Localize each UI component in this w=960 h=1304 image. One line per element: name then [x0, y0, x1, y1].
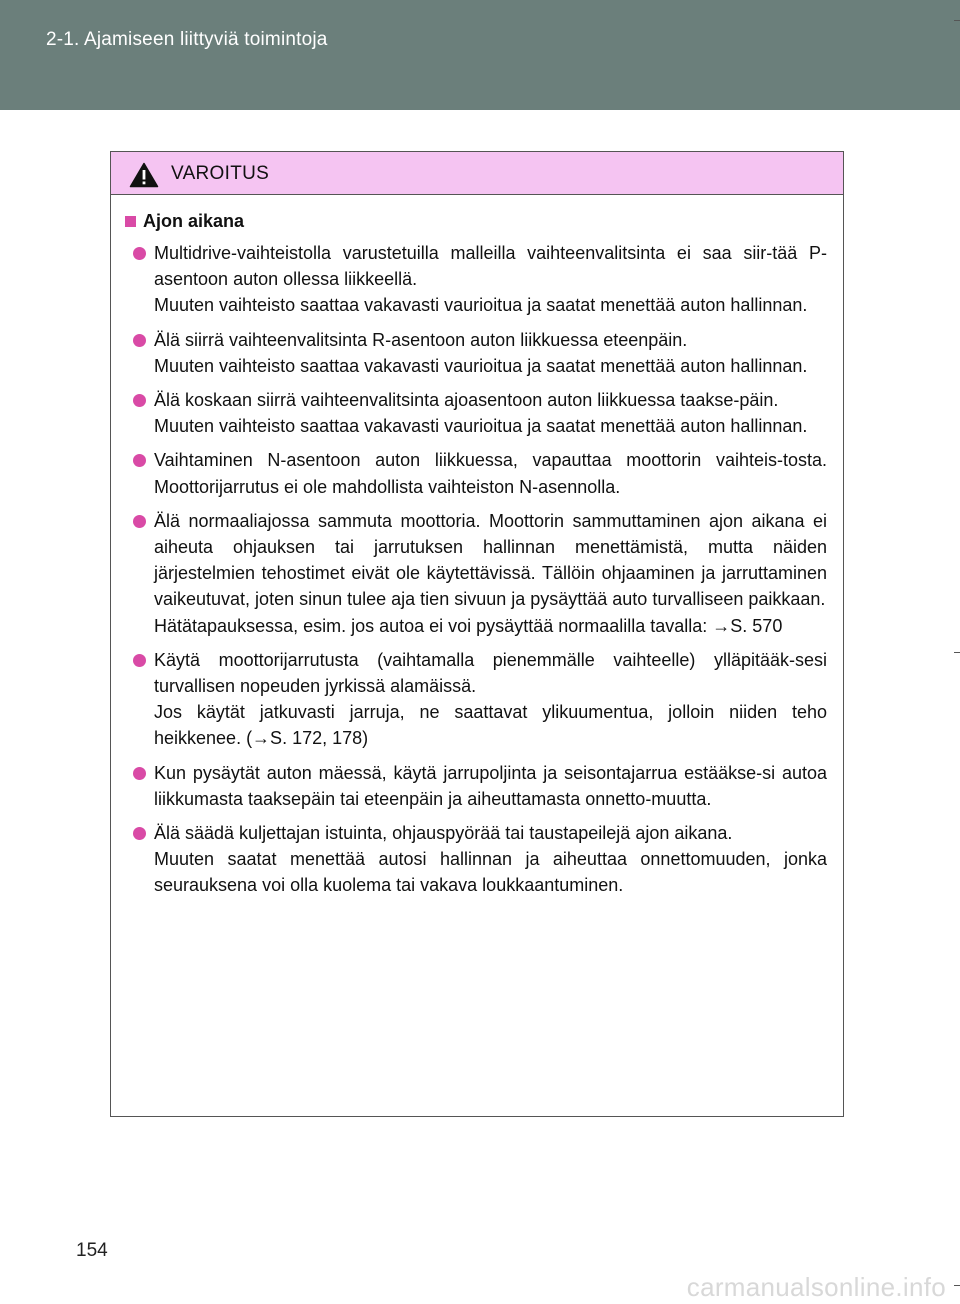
item-paragraph: Käytä moottorijarrutusta (vaihtamalla pienemmälle vaihteelle) ylläpitääk-sesi turvallisen nopeuden jyrkissä alamäissä.	[154, 649, 827, 697]
item-paragraph: Multidrive-vaihteistolla varustetuilla malleilla vaihteenvalitsinta ei saa siir-tää P-asentoon auton ollessa liikkeellä.	[154, 243, 827, 290]
round-bullet-icon	[133, 767, 146, 780]
crop-mark	[954, 652, 960, 653]
item-paragraph: Älä normaaliajossa sammuta moottoria. Moottorin sammuttaminen ajon aikana ei aiheuta ohjauksen tai jarrutuksen hallinnan menettämistä, mutta näiden järjestelmien tehostimet eivät ole käytettävissä. Tällöin ohjaaminen ja jarruttaminen vaikeutuvat, joten sinun tulee aja tien sivuun ja pysäyttää auto turvalliseen paikkaan.	[154, 510, 827, 610]
warning-triangle-icon	[129, 162, 159, 188]
section-title: 2-1. Ajamiseen liittyviä toimintoja	[46, 29, 328, 50]
section-heading	[125, 208, 843, 234]
item-paragraph: Älä siirrä vaihteenvalitsinta R-asentoon auton liikkuessa eteenpäin.	[154, 329, 688, 350]
warning-header	[111, 152, 843, 195]
crop-mark	[954, 1285, 960, 1286]
list-item	[133, 647, 827, 752]
item-paragraph: Muuten vaihteisto saattaa vakavasti vaurioitua ja saatat menettää auton hallinnan.	[154, 295, 808, 316]
item-paragraph: Jos käytät jatkuvasti jarruja, ne saattavat ylikuumentua, jolloin niiden teho heikkenee. (→S. 172, 178)	[154, 702, 827, 749]
list-item	[133, 387, 827, 439]
list-item	[133, 447, 827, 499]
crop-mark	[954, 20, 960, 21]
item-paragraph: Muuten saatat menettää autosi hallinnan ja aiheuttaa onnettomuuden, jonka seurauksena voi olla kuolema tai vakava loukkaantuminen.	[154, 849, 827, 896]
list-item	[133, 508, 827, 639]
round-bullet-icon	[133, 454, 146, 467]
round-bullet-icon	[133, 247, 146, 260]
round-bullet-icon	[133, 827, 146, 840]
list-item	[133, 760, 827, 812]
section-heading-text: Ajon aikana	[143, 211, 245, 231]
page-number: 154	[76, 1240, 108, 1261]
item-paragraph: Vaihtaminen N-asentoon auton liikkuessa, vapauttaa moottorin vaihteis-tosta. Moottorijarrutus ei ole mahdollista vaihteiston N-asennolla.	[154, 450, 827, 497]
item-paragraph: Älä koskaan siirrä vaihteenvalitsinta ajoasentoon auton liikkuessa taakse-päin.	[154, 390, 779, 411]
list-item	[133, 820, 827, 899]
list-item	[133, 327, 827, 379]
round-bullet-icon	[133, 654, 146, 667]
round-bullet-icon	[133, 334, 146, 347]
warning-items	[111, 240, 843, 899]
warning-content	[111, 208, 843, 899]
header-bar	[0, 0, 960, 110]
item-paragraph: Kun pysäytät auton mäessä, käytä jarrupoljinta ja seisontajarrua estääkse-si autoa liikkumasta taaksepäin tai eteenpäin ja aiheuttamasta onnetto-muutta.	[154, 762, 827, 809]
round-bullet-icon	[133, 394, 146, 407]
round-bullet-icon	[133, 515, 146, 528]
watermark: carmanualsonline.info	[686, 1272, 946, 1302]
list-item	[133, 240, 827, 319]
item-paragraph: Hätätapauksessa, esim. jos autoa ei voi pysäyttää normaalilla tavalla: →S. 570	[154, 615, 783, 636]
warning-box	[110, 151, 844, 1117]
square-bullet-icon	[125, 216, 136, 227]
warning-title: VAROITUS	[171, 163, 270, 184]
item-paragraph: Muuten vaihteisto saattaa vakavasti vaurioitua ja saatat menettää auton hallinnan.	[154, 416, 808, 437]
item-paragraph: Älä säädä kuljettajan istuinta, ohjauspyörää tai taustapeilejä ajon aikana.	[154, 823, 733, 844]
item-paragraph: Muuten vaihteisto saattaa vakavasti vaurioitua ja saatat menettää auton hallinnan.	[154, 355, 808, 376]
